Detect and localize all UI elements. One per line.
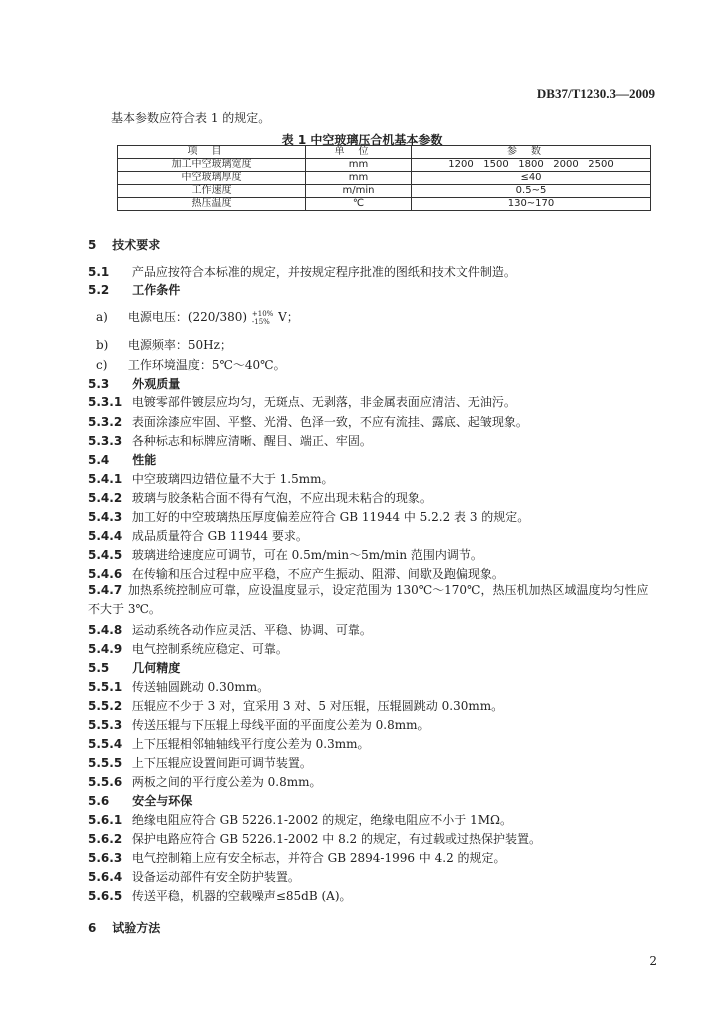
list-item: c) 工作环境温度：5℃～40℃。 — [96, 358, 286, 372]
table-cell: mm — [306, 159, 412, 172]
clause: 5.5.1 传送轴圆跳动 0.30mm。 — [88, 680, 270, 694]
section-heading: 6 试验方法 — [88, 921, 161, 935]
table-header-cell: 单位 — [306, 146, 412, 159]
clause: 5.3.1 电镀零部件镀层应均匀，无斑点、无剥落，非金属表面应清洁、无油污。 — [88, 395, 516, 409]
table-cell: 0.5~5 — [412, 185, 651, 198]
clause: 5.6.4 设备运动部件有安全防护装置。 — [88, 870, 300, 884]
table-cell: mm — [306, 172, 412, 185]
subsection-heading: 5.3 外观质量 — [88, 377, 181, 391]
clause: 5.4.8 运动系统各动作应灵活、平稳、协调、可靠。 — [88, 623, 372, 637]
clause: 5.4.1 中空玻璃四边错位量不大于 1.5mm。 — [88, 472, 334, 486]
table-cell: ≤40 — [412, 172, 651, 185]
clause: 5.4.5 玻璃进给速度应可调节，可在 0.5m/min～5m/min 范围内调节。 — [88, 548, 483, 562]
subsection-heading: 5.5 几何精度 — [88, 661, 181, 675]
clause: 5.6.5 传送平稳，机器的空载噪声≤85dB (A)。 — [88, 889, 352, 903]
table-cell: 130~170 — [412, 198, 651, 211]
clause: 5.5.4 上下压辊相邻轴轴线平行度公差为 0.3mm。 — [88, 737, 370, 751]
clause: 5.4.3 加工好的中空玻璃热压厚度偏差应符合 GB 11944 中 5.2.2 表 3 的规定。 — [88, 510, 530, 524]
table-cell: ℃ — [306, 198, 412, 211]
table-cell: 加工中空玻璃宽度 — [118, 159, 306, 172]
clause: 5.5.6 两板之间的平行度公差为 0.8mm。 — [88, 775, 322, 789]
clause: 5.3.2 表面涂漆应牢固、平整、光滑、色泽一致，不应有流挂、露底、起皱现象。 — [88, 415, 528, 429]
table-row — [118, 198, 651, 211]
clause: 5.4.9 电气控制系统应稳定、可靠。 — [88, 642, 288, 656]
table-cell: 工作速度 — [118, 185, 306, 198]
document-code: DB37/T1230.3—2009 — [536, 86, 655, 101]
clause: 5.6.1 绝缘电阻应符合 GB 5226.1-2002 的规定，绝缘电阻应不小于 1MΩ。 — [88, 813, 512, 827]
clause: 5.5.3 传送压辊与下压辊上母线平面的平面度公差为 0.8mm。 — [88, 718, 430, 732]
table-row — [118, 159, 651, 172]
table-cell: 热压温度 — [118, 198, 306, 211]
clause: 5.4.7 加热系统控制应可靠，应设温度显示，设定范围为 130℃～170℃，热压机加热区域温度均匀性应不大于 3℃。 — [88, 583, 649, 616]
clause: 5.1 产品应按符合本标准的规定，并按规定程序批准的图纸和技术文件制造。 — [88, 265, 516, 279]
table-header-cell: 参数 — [412, 146, 651, 159]
subsection-heading: 5.2 工作条件 — [88, 283, 181, 297]
table-row — [118, 172, 651, 185]
page-number: 2 — [649, 954, 657, 968]
subsection-heading: 5.6 安全与环保 — [88, 794, 193, 808]
clause: 5.6.3 电气控制箱上应有安全标志，并符合 GB 2894-1996 中 4.2 的规定。 — [88, 851, 506, 865]
intro-text: 基本参数应符合表 1 的规定。 — [111, 111, 271, 125]
clause: 5.3.3 各种标志和标牌应清晰、醒目、端正、牢固。 — [88, 434, 372, 448]
clause: 5.4.2 玻璃与胶条粘合面不得有气泡，不应出现未粘合的现象。 — [88, 491, 432, 505]
clause: 5.4.6 在传输和压合过程中应平稳，不应产生振动、阻滞、间歇及跑偏现象。 — [88, 567, 504, 581]
parameters-table — [117, 145, 651, 211]
tolerance-superscript: +10% -15% — [251, 309, 274, 326]
table-cell: 中空玻璃厚度 — [118, 172, 306, 185]
clause: 5.5.5 上下压辊应设置间距可调节装置。 — [88, 756, 312, 770]
table-header-cell: 项目 — [118, 146, 306, 159]
section-heading: 5 技术要求 — [88, 238, 161, 252]
list-item: b) 电源频率：50Hz； — [96, 338, 232, 352]
table-cell: 1200 1500 1800 2000 2500 — [412, 159, 651, 172]
clause: 5.4.4 成品质量符合 GB 11944 要求。 — [88, 529, 308, 543]
list-item: a) 电源电压：(220/380) +10% -15% V； — [96, 309, 299, 326]
subsection-heading: 5.4 性能 — [88, 453, 157, 467]
table-row — [118, 185, 651, 198]
table-header-row — [118, 146, 651, 159]
clause: 5.5.2 压辊应不少于 3 对，宜采用 3 对、5 对压辊，压辊圆跳动 0.30mm。 — [88, 699, 504, 713]
table-cell: m/min — [306, 185, 412, 198]
clause: 5.6.2 保护电路应符合 GB 5226.1-2002 中 8.2 的规定，有过载或过热保护装置。 — [88, 832, 541, 846]
table-caption: 表 1 中空玻璃压合机基本参数 — [281, 133, 443, 147]
